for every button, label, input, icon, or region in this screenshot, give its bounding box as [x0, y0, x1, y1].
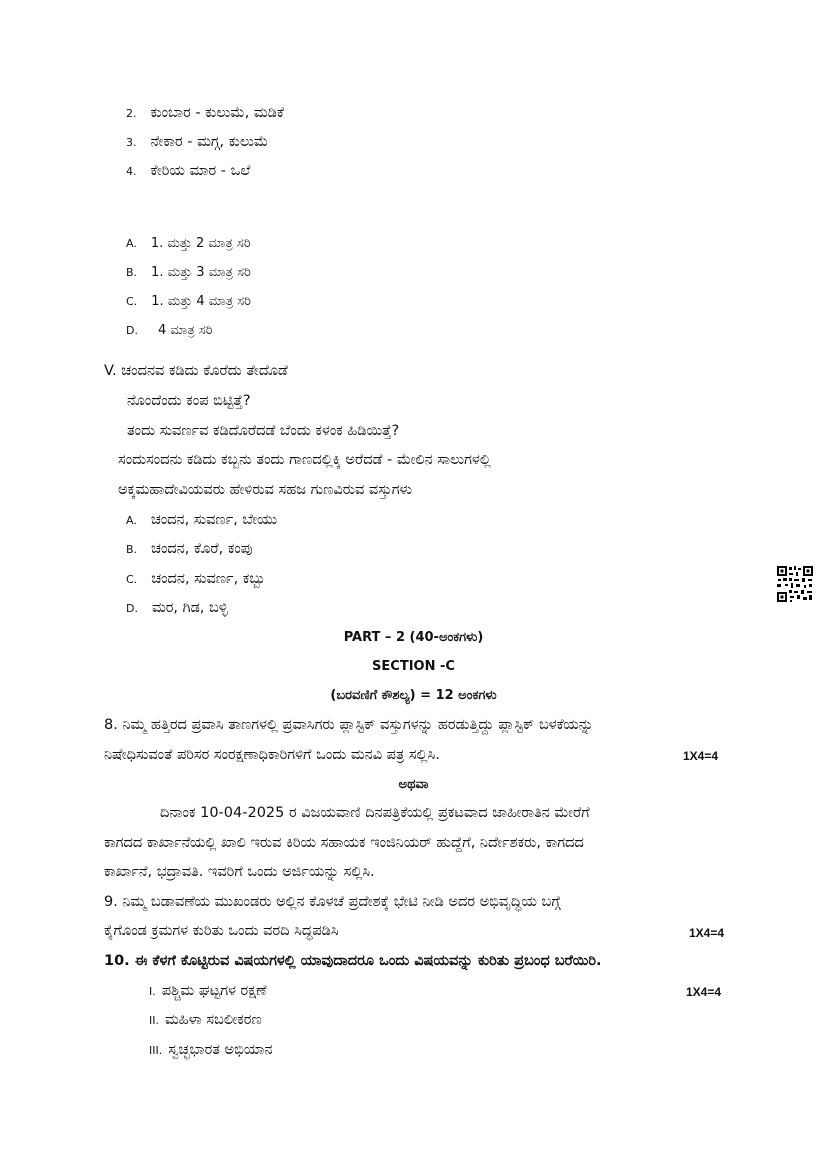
q5-option-a	[126, 511, 277, 530]
q9-line-2: ಕೈಗೊಂಡ ಕ್ರಮಗಳ ಕುರಿತು ಒಂದು ವರದಿ ಸಿದ್ಧಪಡಿಸಿ	[104, 923, 339, 939]
topic-text: ಸ್ವಚ್ಛಭಾರತ ಅಭಿಯಾನ	[168, 1042, 273, 1058]
item-text: ಕೇರಿಯ ಮಾರ - ಒಲೆ	[150, 163, 251, 179]
qr-code-icon	[776, 565, 814, 603]
option-letter: D.	[126, 324, 138, 337]
option-text: ಚಂದನ, ಸುವರ್ಣ, ಕಬ್ಬು	[151, 571, 266, 587]
q5-line-5: ಅಕ್ಕಮಹಾದೇವಿಯವರು ಹೇಳಿರುವ ಸಹಜ ಗುಣವಿರುವ ವಸ್ತುಗಳು	[118, 482, 413, 498]
item-number: 2.	[126, 107, 137, 120]
q8-marks: 1X4=4	[683, 749, 719, 763]
option-text: 1. ಮತ್ತು 4 ಮಾತ್ರ ಸರಿ	[151, 294, 252, 309]
q10-topic-1	[149, 982, 267, 1001]
option-text: ಚಂದನ, ಸುವರ್ಣ, ಬೇಯು	[150, 512, 278, 528]
q5-line-3: ತಂದು ಸುವರ್ಣವ ಕಡಿದೊರೆದಡೆ ಬೆಂದು ಕಳಂಕ ಹಿಡಿಯಿತ್ತೆ?	[127, 423, 400, 439]
q10-topic-2	[149, 1011, 262, 1030]
q9-marks: 1X4=4	[689, 926, 725, 940]
section-subtitle: (ಬರವಣಿಗೆ ಕೌಶಲ್ಯ) = 12 ಅಂಕಗಳು	[330, 688, 497, 703]
option-letter: C.	[126, 573, 138, 586]
option-text: ಮರ, ಗಿಡ, ಬಳ್ಳಿ	[151, 600, 228, 616]
option-text: ಚಂದನ, ಕೊರೆ, ಕಂಪು	[151, 541, 253, 557]
q8-alt-line-2: ಕಾಗದದ ಕಾರ್ಖಾನೆಯಲ್ಲಿ ಖಾಲಿ ಇರುವ ಕಿರಿಯ ಸಹಾಯಕ ಇಂಜಿನಿಯರ್ ಹುದ್ದೆಗೆ, ನಿರ್ದೇಶಕರು, ಕಾಗದದ	[104, 835, 584, 851]
section-title: SECTION -C	[372, 659, 455, 674]
option-text: 1. ಮತ್ತು 2 ಮಾತ್ರ ಸರಿ	[150, 236, 251, 251]
q10-marks: 1X4=4	[686, 985, 722, 999]
item-text: ಕುಂಬಾರ - ಕುಲುಮೆ, ಮಡಿಕೆ	[150, 105, 284, 121]
q8-alt-line-3: ಕಾರ್ಖಾನೆ, ಭದ್ರಾವತಿ. ಇವರಿಗೆ ಒಂದು ಅರ್ಜಿಯನ್ನು ಸಲ್ಲಿಸಿ.	[104, 864, 375, 880]
q9-line-1: 9. ನಿಮ್ಮ ಬಡಾವಣೆಯ ಮುಖಂಡರು ಅಲ್ಲಿನ ಕೊಳಚೆ ಪ್ರದೇಶಕ್ಕೆ ಭೇಟಿ ನೀಡಿ ಅದರ ಅಭಿವೃದ್ಧಿಯ ಬಗ್ಗೆ	[104, 894, 561, 910]
q4-option-a	[126, 235, 251, 253]
part-title: PART – 2 (40-ಅಂಕಗಳು)	[343, 630, 484, 645]
topic-number: III.	[149, 1044, 163, 1057]
option-letter: A.	[126, 237, 137, 250]
q4-option-b	[126, 264, 251, 282]
item-number: 3.	[126, 136, 137, 149]
item-number: 4.	[126, 165, 137, 178]
q8-line-2: ನಿಷೇಧಿಸುವಂತೆ ಪರಿಸರ ಸಂರಕ್ಷಣಾಧಿಕಾರಿಗಳಿಗೆ ಒಂದು ಮನವಿ ಪತ್ರ ಸಲ್ಲಿಸಿ.	[104, 747, 440, 763]
option-letter: C.	[126, 295, 138, 308]
q5-line-1: V. ಚಂದನವ ಕಡಿದು ಕೊರೆದು ತೇದೊಡೆ	[104, 363, 288, 379]
topic-number: I.	[149, 985, 156, 998]
topic-number: II.	[149, 1014, 159, 1027]
item-text: ನೇಕಾರ - ಮಗ್ಗ, ಕುಲುಮೆ	[150, 134, 269, 150]
q4-item-4	[126, 162, 250, 181]
option-letter: A.	[126, 514, 137, 527]
q5-option-b	[126, 540, 253, 559]
option-letter: B.	[126, 266, 138, 279]
topic-text: ಮಹಿಳಾ ಸಬಲೀಕರಣ	[165, 1012, 262, 1028]
q4-item-2	[126, 104, 284, 123]
q8-alt-line-1: ದಿನಾಂಕ 10-04-2025 ರ ವಿಜಯವಾಣಿ ದಿನಪತ್ರಿಕೆಯಲ್ಲಿ ಪ್ರಕಟವಾದ ಜಾಹೀರಾತಿನ ಮೇರೆಗೆ	[160, 805, 590, 821]
q4-item-3	[126, 133, 268, 152]
q10-line: 10. ಈ ಕೆಳಗೆ ಕೊಟ್ಟಿರುವ ವಿಷಯಗಳಲ್ಲಿ ಯಾವುದಾದರೂ ಒಂದು ವಿಷಯವನ್ನು ಕುರಿತು ಪ್ರಬಂಧ ಬರೆಯಿರಿ.	[104, 953, 602, 969]
option-letter: D.	[126, 602, 138, 615]
topic-text: ಪಶ್ಚಿಮ ಘಟ್ಟಗಳ ರಕ್ಷಣೆ	[161, 983, 267, 999]
option-text: 1. ಮತ್ತು 3 ಮಾತ್ರ ಸರಿ	[151, 265, 251, 280]
option-text: 4 ಮಾತ್ರ ಸರಿ	[157, 323, 213, 338]
q5-option-c	[126, 570, 265, 589]
q5-line-4: ಸಂದುಸಂದನು ಕಡಿದು ಕಬ್ಬನು ತಂದು ಗಾಣದಲ್ಲಿಕ್ಕಿ ಅರೆದಡೆ - ಮೇಲಿನ ಸಾಲುಗಳಲ್ಲಿ	[118, 452, 491, 468]
q4-option-d	[126, 322, 213, 340]
q5-option-d	[126, 599, 228, 618]
q5-line-2: ನೊಂದೆಂದು ಕಂಪ ಬಿಟ್ಟಿತ್ತೆ?	[127, 393, 251, 409]
q8-line-1: 8. ನಿಮ್ಮ ಹತ್ತಿರದ ಪ್ರವಾಸಿ ತಾಣಗಳಲ್ಲಿ ಪ್ರವಾಸಿಗರು ಪ್ಲಾಸ್ಟಿಕ್ ವಸ್ತುಗಳನ್ನು ಹರಡುತ್ತಿದ್ದು ಪ್ಲಾಸ್ಟಿಕ್ ಬಳಕೆಯನ್ನು	[104, 717, 594, 733]
option-letter: B.	[126, 543, 138, 556]
q4-option-c	[126, 293, 251, 311]
or-divider: ಅಥವಾ	[398, 777, 429, 792]
q10-topic-3	[149, 1041, 273, 1060]
